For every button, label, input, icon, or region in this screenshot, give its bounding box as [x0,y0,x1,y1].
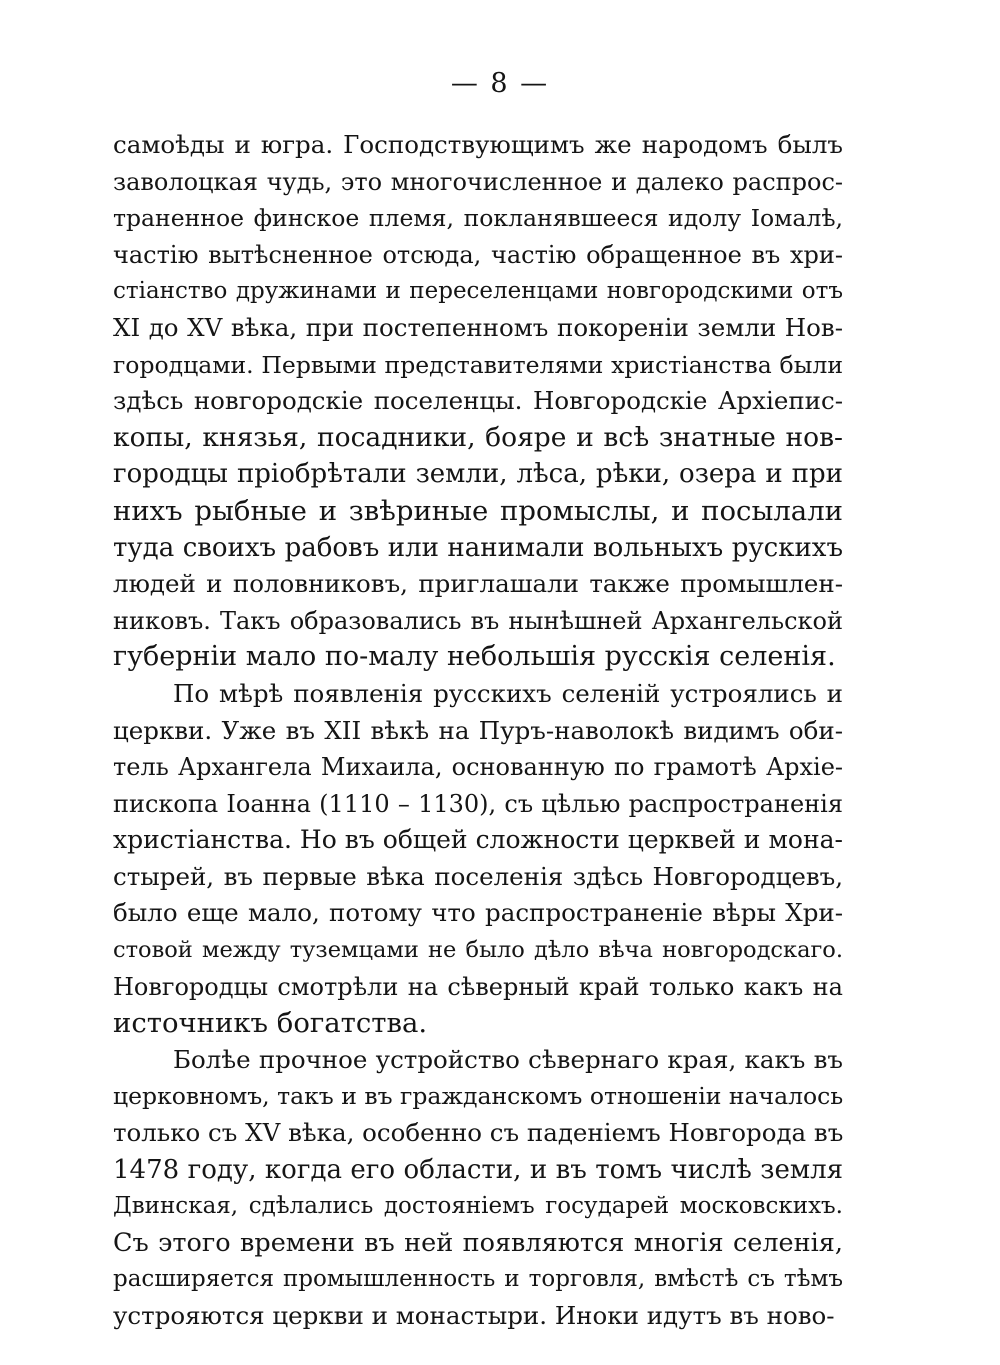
text-line: городцами. Первыми представителями христіанства были [113,350,843,379]
text-line: По мѣрѣ появленія русскихъ селеній устроялись и [173,678,843,708]
text-line: стырей, въ первые вѣка поселенія здѣсь Новгородцевъ, [113,861,843,891]
text-line: тель Архангела Михаила, основанную по грамотѣ Архіе- [113,753,843,782]
text-line: Новгородцы смотрѣли на сѣверный край только какъ на [113,972,843,1001]
text-line: заволоцкая чудь, это многочисленное и далеко распрос- [113,167,843,196]
text-line: стовой между туземцами не было дѣло вѣча новгородскаго. [113,937,843,964]
text-line: частію вытѣсненное отсюда, частію обращенное въ хри- [113,240,843,269]
text-line: стіанство дружинами и переселенцами новгородскими отъ [113,278,843,305]
text-line: источникъ богатства. [113,1007,428,1040]
text-line: пископа Іоанна (1110 – 1130), съ цѣлью распространенія [113,789,843,818]
text-line: здѣсь новгородскіе поселенцы. Новгородскіе Архіепис- [113,386,843,416]
text-line: туда своихъ рабовъ или нанимали вольныхъ рускихъ [113,532,843,563]
text-line: губерніи мало по-малу небольшія русскія селенія. [113,641,836,673]
paragraph [113,676,843,1042]
text-line: расширяется промышленность и торговля, вмѣстѣ съ тѣмъ [113,1266,843,1293]
text-line: Двинская, сдѣлались достояніемъ государей московскихъ. [113,1193,843,1220]
text-line: было еще мало, потому что распространеніе вѣры Хри- [113,898,843,928]
text-line: самоѣды и югра. Господствующимъ же народомъ былъ [113,130,843,159]
paragraph [113,127,843,676]
text-line: церкви. Уже въ XII вѣкѣ на Пуръ-наволокѣ видимъ оби- [113,715,843,745]
text-line: церковномъ, такъ и въ гражданскомъ отношеніи началось [113,1082,844,1111]
text-line: 1478 году, когда его области, и въ томъ числѣ земля [113,1154,843,1185]
text-line: христіанства. Но въ общей сложности церквей и мона- [113,825,843,855]
text-line: устрояются церкви и монастыри. Иноки идутъ въ ново- [113,1301,835,1330]
paragraph [113,1042,843,1335]
text-line: XI до XV вѣка, при постепенномъ покореніи земли Нов- [113,312,843,342]
text-line: нихъ рыбные и звѣриные промыслы, и посылали [113,494,843,527]
text-line: только съ XV вѣка, особенно съ паденіемъ Новгорода въ [113,1118,844,1148]
text-line: Съ этого времени въ ней появляются многія селенія, [113,1227,843,1258]
text-line: копы, князья, посадники, бояре и всѣ знатные нов- [113,421,843,453]
text-line: никовъ. Такъ образовались въ нынѣшней Архангельской [113,606,843,635]
text-line: Болѣе прочное устройство сѣвернаго края, какъ въ [173,1044,843,1074]
body-text [113,127,843,1335]
text-line: людей и половниковъ, приглашали также промышлен- [113,569,843,599]
text-line: траненное финское племя, покланявшееся идолу Іомалѣ, [113,204,843,233]
page-number: — 8 — [450,68,550,99]
text-line: городцы пріобрѣтали земли, лѣса, рѣки, озера и при [113,459,843,490]
